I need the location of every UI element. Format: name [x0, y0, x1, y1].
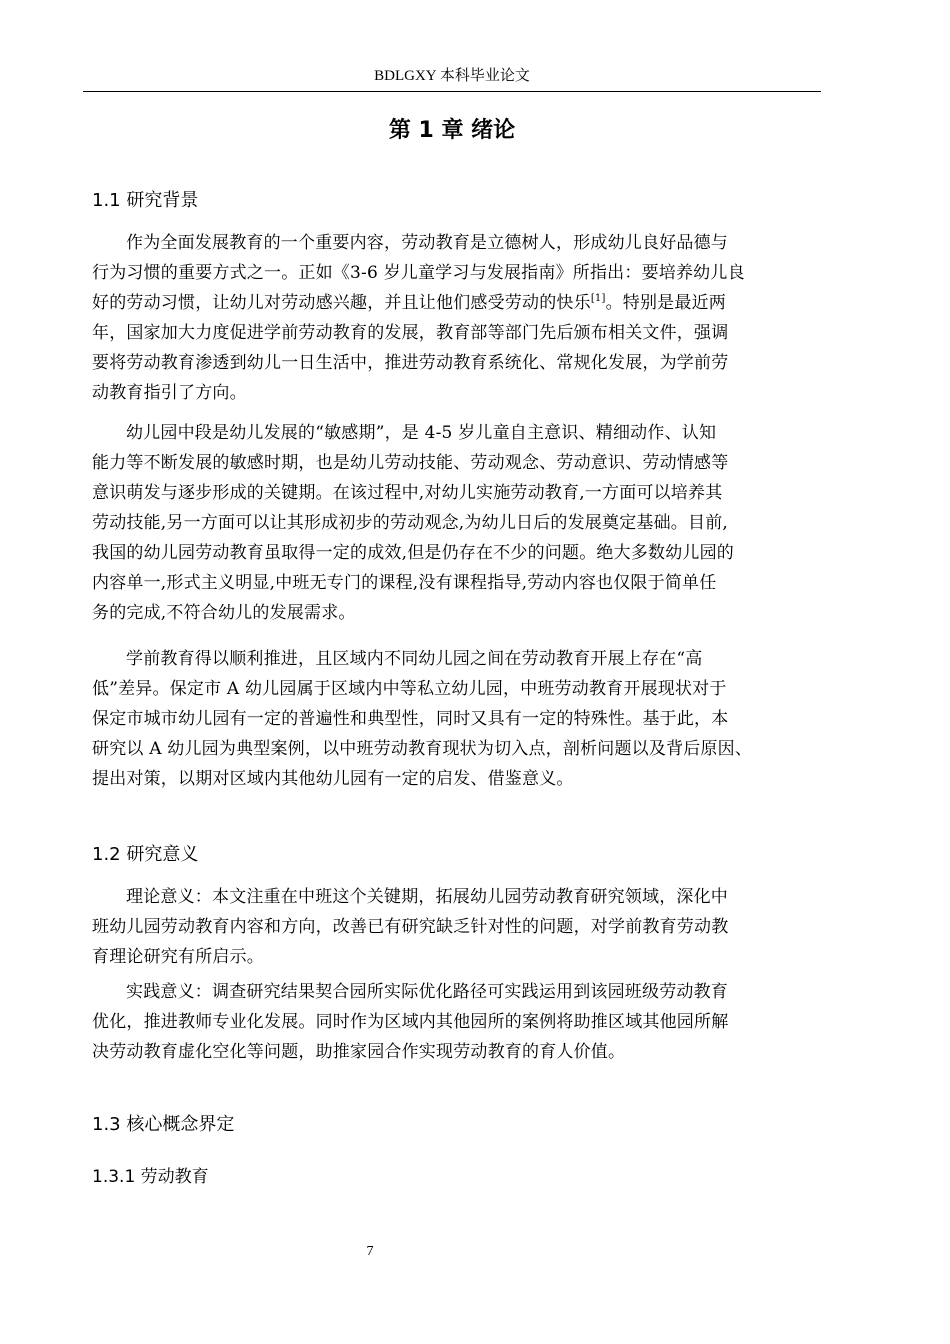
section-heading-1-2: 1.2 研究意义 [92, 844, 199, 865]
paragraph-1-2-1 [92, 882, 820, 972]
text-line: 理论意义：本文注重在中班这个关键期，拓展幼儿园劳动教育研究领域，深化中 [126, 887, 728, 907]
text-line: 低”差异。保定市 A 幼儿园属于区域内中等私立幼儿园，中班劳动教育开展现状对于 [92, 679, 727, 699]
text-line: 保定市城市幼儿园有一定的普遍性和典型性，同时又具有一定的特殊性。基于此，本 [92, 709, 729, 729]
text-line: 优化，推进教师专业化发展。同时作为区域内其他园所的案例将助推区域其他园所解 [92, 1012, 729, 1032]
paragraph-1-2-2 [92, 977, 820, 1067]
text-line: 行为习惯的重要方式之一。正如《3-6 岁儿童学习与发展指南》所指出：要培养幼儿良 [92, 263, 745, 283]
text-line: 实践意义：调查研究结果契合园所实际优化路径可实践运用到该园班级劳动教育 [126, 982, 728, 1002]
text-line: 决劳动教育虚化空化等问题，助推家园合作实现劳动教育的育人价值。 [92, 1042, 626, 1062]
subsection-heading-1-3-1: 1.3.1 劳动教育 [92, 1167, 209, 1187]
section-heading-1-3: 1.3 核心概念界定 [92, 1114, 235, 1135]
text-line: 研究以 A 幼儿园为典型案例，以中班劳动教育现状为切入点，剖析问题以及背后原因、 [92, 739, 753, 759]
text-line: 劳动技能,另一方面可以让其形成初步的劳动观念,为幼儿日后的发展奠定基础。目前, [92, 513, 729, 533]
running-header: BDLGXY 本科毕业论文 [374, 68, 530, 84]
text-line: 育理论研究有所启示。 [92, 947, 264, 967]
header-rule [83, 91, 821, 92]
text-line: 班幼儿园劳动教育内容和方向，改善已有研究缺乏针对性的问题，对学前教育劳动教 [92, 917, 729, 937]
text-line: 提出对策，以期对区域内其他幼儿园有一定的启发、借鉴意义。 [92, 769, 574, 789]
citation-marker: [1] [590, 293, 606, 304]
text-segment: 。特别是最近两 [605, 293, 726, 313]
text-line: 意识萌发与逐步形成的关键期。在该过程中,对幼儿实施劳动教育,一方面可以培养其 [92, 483, 723, 503]
text-line: 动教育指引了方向。 [92, 383, 247, 403]
text-line: 学前教育得以顺利推进，且区域内不同幼儿园之间在劳动教育开展上存在“高 [126, 649, 703, 669]
text-line: 我国的幼儿园劳动教育虽取得一定的成效,但是仍存在不少的问题。绝大多数幼儿园的 [92, 543, 735, 563]
text-line: 内容单一,形式主义明显,中班无专门的课程,没有课程指导,劳动内容也仅限于简单任 [92, 573, 717, 593]
chapter-title: 第 1 章 绪论 [388, 118, 516, 143]
text-line [92, 288, 820, 318]
text-line: 年，国家加大力度促进学前劳动教育的发展，教育部等部门先后颁布相关文件，强调 [92, 323, 729, 343]
section-heading-1-1: 1.1 研究背景 [92, 190, 199, 211]
text-line: 能力等不断发展的敏感时期，也是幼儿劳动技能、劳动观念、劳动意识、劳动情感等 [92, 453, 729, 473]
text-line: 幼儿园中段是幼儿发展的“敏感期”，是 4-5 岁儿童自主意识、精细动作、认知 [126, 423, 717, 443]
text-line: 务的完成,不符合幼儿的发展需求。 [92, 603, 356, 623]
paragraph-1-1-3 [92, 644, 820, 794]
text-line: 要将劳动教育渗透到幼儿一日生活中，推进劳动教育系统化、常规化发展，为学前劳 [92, 353, 729, 373]
paragraph-1-1-1 [92, 228, 820, 408]
text-segment: 好的劳动习惯，让幼儿对劳动感兴趣，并且让他们感受劳动的快乐 [92, 293, 591, 313]
paragraph-1-1-2 [92, 418, 820, 628]
page-number: 7 [366, 1244, 374, 1259]
text-line: 作为全面发展教育的一个重要内容，劳动教育是立德树人，形成幼儿良好品德与 [126, 233, 728, 253]
